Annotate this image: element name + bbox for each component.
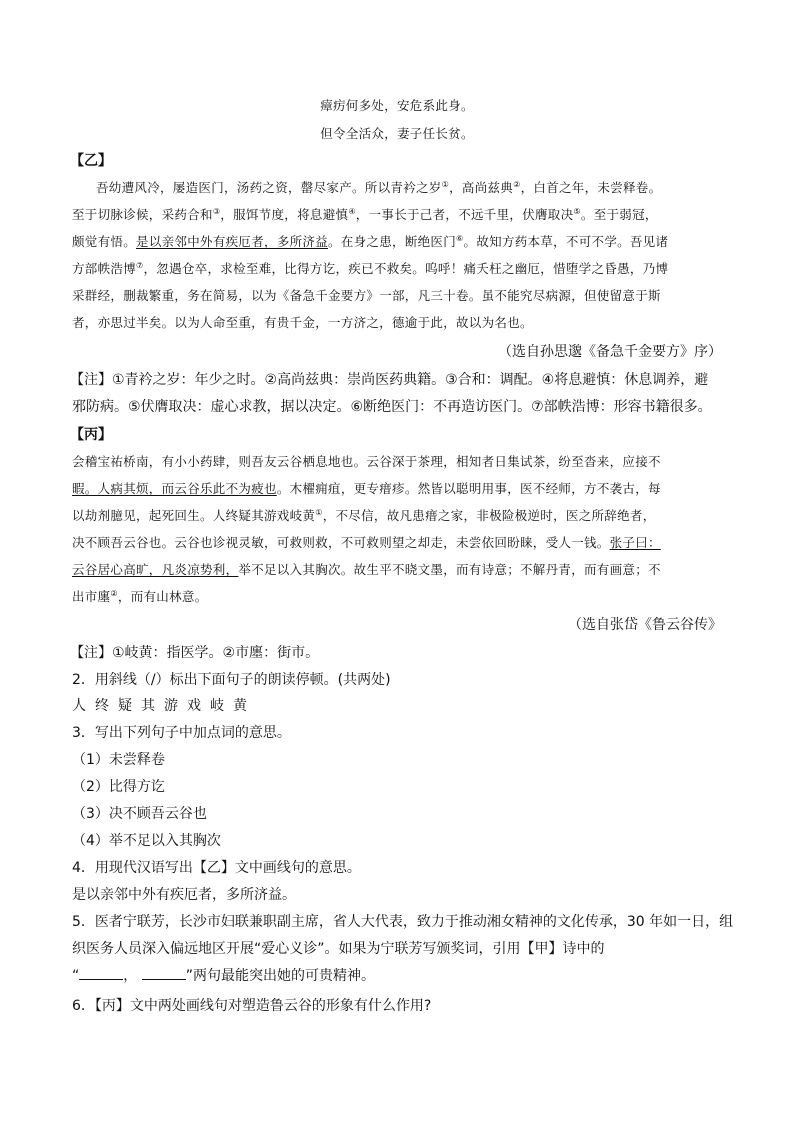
poem-line-1: 瘴疠何多处，安危系此身。 xyxy=(320,98,474,113)
yi-text-line-5: 采群经，删裁繁重，务在简易，以为《备急千金要方》一部，凡三十卷。虽不能究尽病源，但使留意于斯 xyxy=(72,288,661,303)
answer-blank-2[interactable] xyxy=(142,967,186,980)
bing-note: 【注】①岐黄：指医学。②市廛：街市。 xyxy=(70,645,320,661)
poem-line-2: 但令全活众，妻子任长贫。 xyxy=(320,126,474,141)
yi-note-line-1: 【注】①青衿之岁：年少之时。②高尚兹典：崇尚医药典籍。③合和：调配。④将息避慎：休息调养，避 xyxy=(70,372,709,388)
bing-text-line-2: 暇。人病其烦，而云谷乐此不为疲也。木櫂痈疽，更专瘄疹。然皆以聪明用事，医不经师，方不袭古，每 xyxy=(72,481,661,496)
bing-underlined-sentence-1: 暇。人病其烦，而云谷乐此不为疲也 xyxy=(72,481,277,496)
question-3-item-3: （3）决不顾吾云谷也 xyxy=(72,806,207,822)
answer-blank-1[interactable] xyxy=(79,967,123,980)
question-2: 2．用斜线（/）标出下面句子的朗读停顿。(共两处) xyxy=(72,672,391,688)
yi-text-line-3: 颇觉有悟。是以亲邻中外有疾厄者，多所济益。在身之患，断绝医门⑥。故知方药本草，不可不学。吾见诸 xyxy=(72,233,669,249)
bing-text-line-5: 云谷居心高旷，凡炎凉势利，举不足以入其胸次。故生平不晓文墨，而有诗意；不解丹青，而有画意；不 xyxy=(72,562,661,577)
yi-source: （选自孙思邈《备急千金要方》序） xyxy=(498,344,722,360)
yi-text-line-2: 至于切脉诊候，采药合和③，服饵节度，将息避慎④，一事长于己者，不远千里，伏膺取决⑤。至于弱冠， xyxy=(72,206,658,222)
yi-text-line-1: 吾幼遭风冷，屡造医门，汤药之资，罄尽家产。所以青衿之岁①，高尚兹典②，白首之年，未尝释卷。 xyxy=(96,179,662,195)
bing-source: （选自张岱《鲁云谷传》 xyxy=(568,617,722,633)
yi-underlined-sentence: 是以亲邻中外有疾厄者，多所济益 xyxy=(136,234,329,249)
bing-text-line-6: 出市廛②，而有山林意。 xyxy=(72,588,208,604)
bing-text-line-3: 以劫剂臆见，起死回生。人终疑其游戏岐黄①，不尽信，故凡患瘄之家，非极险极逆时，医之所辞绝者， xyxy=(72,507,656,523)
question-6: 6．【丙】文中两处画线句对塑造鲁云谷的形象有什么作用? xyxy=(72,998,432,1014)
question-4-sentence: 是以亲邻中外有疾厄者，多所济益。 xyxy=(72,887,296,903)
yi-text-line-6: 者，亦思过半矣。以为人命至重，有贵千金，一方济之，德逾于此，故以为名也。 xyxy=(72,315,533,330)
question-5-line-2: 织医务人员深入偏远地区开展“爱心义诊”。如果为宁联芳写颁奖词，引用【甲】诗中的 xyxy=(72,941,605,957)
bing-text-line-1: 会稽宝祐桥南，有小小药肆，则吾友云谷栖息地也。云谷深于茶理，相知者日集试茶，纷至沓来，应接不 xyxy=(72,454,661,469)
section-heading-bing: 【丙】 xyxy=(70,427,112,443)
question-5-line-1: 5．医者宁联芳，长沙市妇联兼职副主席，省人大代表，致力于推动湘女精神的文化传承，30 年如一日，组 xyxy=(72,914,734,930)
question-3-item-4: （4）举不足以入其胸次 xyxy=(72,833,221,849)
yi-note-line-2: 邪防病。⑤伏膺取决：虚心求教，据以决定。⑥断绝医门：不再造访医门。⑦部帙浩博：形容书籍很多。 xyxy=(72,399,712,415)
question-5-line-3: “ ， ”两句最能突出她的可贵精神。 xyxy=(72,968,375,984)
bing-underlined-sentence-2b: 云谷居心高旷，凡炎凉势利， xyxy=(72,562,239,577)
question-2-sentence: 人终疑其游戏岐黄 xyxy=(72,698,256,714)
question-4: 4．用现代汉语写出【乙】文中画线句的意思。 xyxy=(72,860,361,876)
yi-text-line-4: 方部帙浩博⑦，忽遇仓卒，求检至难，比得方讫，疾已不救矣。呜呼！痛夭枉之幽厄，惜堕学之昏愚，乃博 xyxy=(72,260,669,276)
question-3-item-1: （1）未尝释卷 xyxy=(72,752,165,768)
bing-underlined-sentence-2a: 张子曰： xyxy=(609,535,661,550)
section-heading-yi: 【乙】 xyxy=(70,153,112,169)
question-3: 3．写出下列句子中加点词的意思。 xyxy=(72,725,291,741)
bing-text-line-4: 决不顾吾云谷也。云谷也诊视灵敏，可救则救，不可救则望之却走，未尝依回盼睐，受人一钱。张子曰： xyxy=(72,535,661,550)
question-3-item-2: （2）比得方讫 xyxy=(72,779,165,795)
